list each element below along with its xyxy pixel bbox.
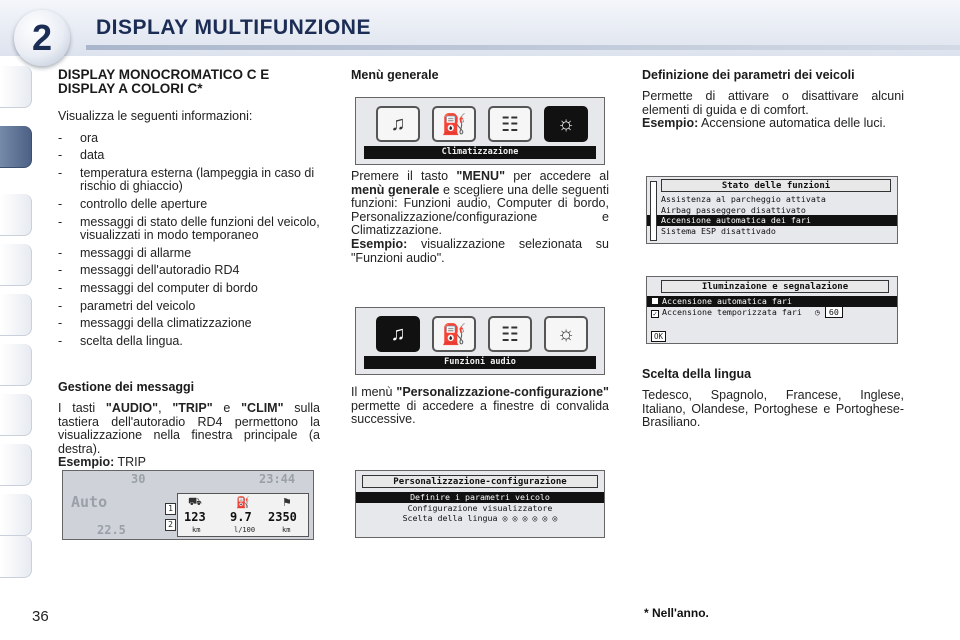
perso-text-b: permette di accedere a finestre di convalida successive. xyxy=(351,398,609,427)
list-row-selected: Definire i parametri veicolo xyxy=(356,492,604,503)
trip-value-consumption: 9.7 xyxy=(230,510,252,524)
chapter-number-badge: 2 xyxy=(14,10,70,66)
list-item: - data xyxy=(58,149,320,163)
climate-icon: ☼ xyxy=(544,316,588,352)
list-row: Configurazione visualizzatore xyxy=(407,502,553,513)
checkbox-icon xyxy=(651,297,659,305)
right-column-top xyxy=(642,68,904,131)
list-row-selected xyxy=(647,296,897,307)
esempio-label: Esempio: xyxy=(351,236,408,251)
climate-mode: Auto xyxy=(71,493,108,511)
menu-caption: Climatizzazione xyxy=(364,146,596,159)
audio-icon: ♫ xyxy=(376,316,420,352)
sep-1: , xyxy=(158,401,173,415)
list-item: - scelta della lingua. xyxy=(58,335,320,349)
personalizzazione-screen xyxy=(355,470,605,538)
set-temperature: 22.5 xyxy=(97,523,126,537)
menu-generale-heading: Menù generale xyxy=(351,68,439,82)
chapter-tab-8 xyxy=(0,444,32,486)
menu-caption: Funzioni audio xyxy=(364,356,596,369)
row-label: Accensione automatica fari xyxy=(662,296,792,306)
perso-text-a: Il menù xyxy=(351,385,397,399)
list-row: Airbag passeggero disattivato xyxy=(661,204,806,215)
list-item: - temperatura esterna (lampeggia in caso di rischio di ghiaccio) xyxy=(58,167,320,194)
personalizzazione-paragraph xyxy=(351,386,609,427)
outside-temperature: 30 xyxy=(131,472,146,486)
gestione-heading: Gestione dei messaggi xyxy=(58,380,195,394)
page-title: DISPLAY MULTIFUNZIONE xyxy=(96,16,371,39)
screen-title: Personalizzazione-configurazione xyxy=(362,475,598,488)
footnote: * Nell'anno. xyxy=(644,606,709,620)
chapter-tab-5 xyxy=(0,294,32,336)
trip-value-distance: 2350 xyxy=(268,510,297,524)
clock-icon: ◷ xyxy=(814,306,820,317)
gestione-text-a: I tasti xyxy=(58,401,106,415)
trip-tab-2: 2 xyxy=(165,519,176,531)
chapter-tab-10 xyxy=(0,536,32,578)
gestione-paragraph xyxy=(58,402,320,470)
ok-button: OK xyxy=(651,331,666,342)
climate-icon: ☼ xyxy=(544,106,588,142)
fuel-pump-icon: ⛽ xyxy=(236,497,250,509)
list-item: - messaggi dell'autoradio RD4 xyxy=(58,264,320,278)
audio-menu-screen xyxy=(355,307,605,375)
left-column xyxy=(58,68,320,352)
trip-unit-distance: km xyxy=(282,526,291,534)
screen-title: Iluminzaione e segnalazione xyxy=(661,280,889,293)
screen-title: Stato delle funzioni xyxy=(661,179,891,192)
intro-text: Visualizza le seguenti informazioni: xyxy=(58,109,253,123)
list-row xyxy=(647,307,897,318)
gestione-text-b: sulla tastiera dell'autoradio RD4 permettono la visualizzazione nella finestra principale (a destra). xyxy=(58,401,321,456)
chapter-tab-9 xyxy=(0,494,32,536)
parametri-heading: Definizione dei parametri dei veicoli xyxy=(642,68,855,82)
audio-icon: ♫ xyxy=(376,106,420,142)
gestione-section xyxy=(58,380,320,470)
chapter-tab-3 xyxy=(0,194,32,236)
car-icon: ⛟ xyxy=(188,496,202,508)
stato-funzioni-screen xyxy=(646,176,898,244)
section-heading-display: DISPLAY MONOCROMATICO C E DISPLAY A COLORI C* xyxy=(58,67,270,96)
trip-unit-consumption: l/100 xyxy=(234,526,256,534)
esempio-value: TRIP xyxy=(114,455,146,470)
list-item: - messaggi della climatizzazione xyxy=(58,317,320,331)
esempio-label: Esempio: xyxy=(642,116,699,131)
lingua-paragraph: Tedesco, Spagnolo, Francese, Inglese, Italiano, Olandese, Portoghese e Portoghese-Brasiliano. xyxy=(642,388,904,430)
list-row: Assistenza al parcheggio attivata xyxy=(661,194,826,204)
fuel-pump-icon: ⛽ xyxy=(432,316,476,352)
perso-key: "Personalizzazione-configurazione" xyxy=(396,385,609,399)
trip-display-screen xyxy=(62,470,314,540)
sep-2: e xyxy=(212,401,242,415)
page-number: 36 xyxy=(32,608,49,625)
parametri-paragraph xyxy=(642,90,904,131)
esempio-label: Esempio: xyxy=(58,455,115,470)
list-item: - messaggi di stato delle funzioni del veicolo, visualizzati in modo temporaneo xyxy=(58,216,320,243)
menu-text-c: e scegliere una delle seguenti funzioni: Funzioni audio, Computer di bordo, Personalizzazione/configurazione e Climatizzazione. xyxy=(351,182,609,238)
list-row-selected: Accensione automatica dei fari xyxy=(647,215,897,226)
fuel-pump-icon: ⛽ xyxy=(432,106,476,142)
flag-icon: ⚑ xyxy=(282,497,292,509)
chapter-tab-2-active xyxy=(0,126,32,168)
illuminazione-screen xyxy=(646,276,898,344)
settings-sliders-icon: ☷ xyxy=(488,106,532,142)
parametri-text: Permette di attivare o disattivare alcuni elementi di guida e di comfort. xyxy=(642,89,904,117)
key-trip: "TRIP" xyxy=(172,401,213,415)
lingua-heading: Scelta della lingua xyxy=(642,367,752,381)
list-item: - messaggi di allarme xyxy=(58,247,320,261)
chapter-tab-6 xyxy=(0,344,32,386)
chapter-tab-7 xyxy=(0,394,32,436)
trip-value-range: 123 xyxy=(184,510,206,524)
info-list xyxy=(58,132,320,349)
trip-unit-range: km xyxy=(192,526,201,534)
chapter-tab-1 xyxy=(0,66,32,108)
scrollbar xyxy=(650,181,657,241)
key-menu: "MENU" xyxy=(456,169,506,183)
list-item: - parametri del veicolo xyxy=(58,300,320,314)
checkbox-checked-icon: ✓ xyxy=(652,309,658,318)
menu-paragraph xyxy=(351,170,609,265)
list-item: - ora xyxy=(58,132,320,146)
chapter-tabs xyxy=(0,66,34,578)
trip-computer-panel xyxy=(177,493,309,537)
clima-menu-screen xyxy=(355,97,605,165)
list-row: Scelta della lingua ◎ ◎ ◎ ◎ ◎ ◎ xyxy=(402,513,558,523)
esempio-value: visualizzazione selezionata su "Funzioni audio". xyxy=(351,236,609,265)
key-clim: "CLIM" xyxy=(241,401,284,415)
list-row: Sistema ESP disattivado xyxy=(661,225,776,236)
list-item: - messaggi del computer di bordo xyxy=(58,282,320,296)
row-label: Accensione temporizzata fari xyxy=(662,306,802,317)
esempio-value: Accensione automatica delle luci. xyxy=(698,116,886,131)
menu-text-a: Premere il tasto xyxy=(351,169,457,183)
trip-tab-1: 1 xyxy=(165,503,176,515)
list-item: - controllo delle aperture xyxy=(58,198,320,212)
right-column-lingua xyxy=(642,367,904,430)
chapter-tab-4 xyxy=(0,244,32,286)
settings-sliders-icon: ☷ xyxy=(488,316,532,352)
clock-readout: 23:44 xyxy=(259,472,296,486)
menu-generale-term: menù generale xyxy=(351,182,440,197)
timer-value: 60 xyxy=(825,306,843,318)
header-rule xyxy=(86,45,960,50)
key-audio: "AUDIO" xyxy=(105,401,159,415)
menu-text-b: per accedere al xyxy=(505,169,609,183)
